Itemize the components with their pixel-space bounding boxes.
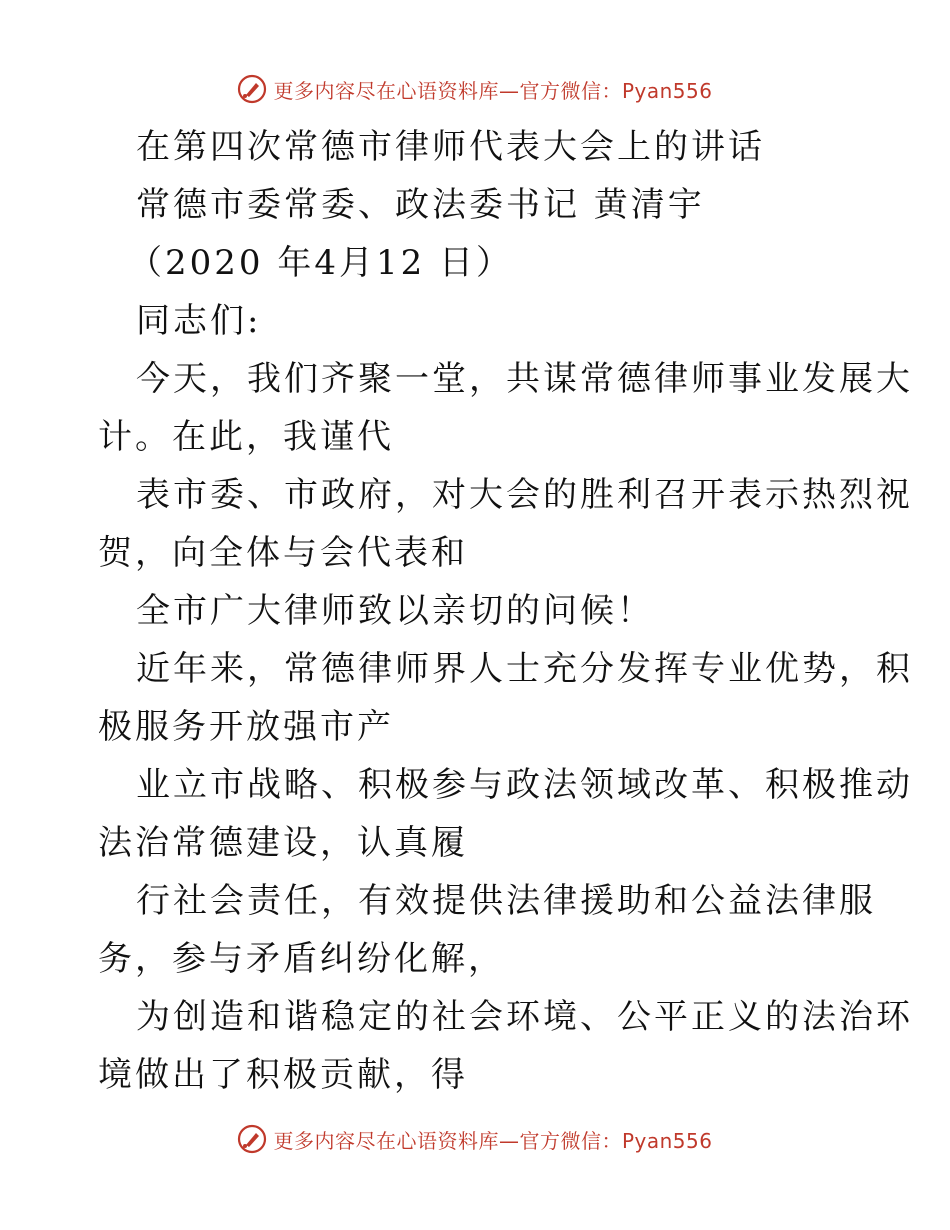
pen-nib-icon bbox=[237, 74, 267, 104]
paragraph-line: 全市广大律师致以亲切的问候！ bbox=[136, 591, 654, 631]
speaker-line: 常德市委常委、政法委书记 黄清宇 bbox=[136, 185, 705, 225]
salutation: 同志们: bbox=[136, 301, 262, 341]
paragraph-line: 法治常德建设，认真履 bbox=[98, 823, 468, 863]
watermark-text: 更多内容尽在心语资料库—官方微信：Pyan556 bbox=[273, 1128, 713, 1153]
paragraph-line: 贺，向全体与会代表和 bbox=[98, 533, 468, 573]
paragraph-line: 今天，我们齐聚一堂，共谋常德律师事业发展大 bbox=[136, 359, 913, 399]
paragraph-line: 务，参与矛盾纠纷化解， bbox=[98, 939, 505, 979]
paragraph-line: 业立市战略、积极参与政法领域改革、积极推动 bbox=[136, 765, 913, 805]
paragraph-line: 行社会责任，有效提供法律援助和公益法律服 bbox=[136, 881, 876, 921]
paragraph-line: 计。在此，我谨代 bbox=[98, 417, 394, 457]
pen-nib-icon bbox=[237, 1124, 267, 1154]
paragraph-line: 近年来，常德律师界人士充分发挥专业优势，积 bbox=[136, 649, 913, 689]
paragraph-line: 表市委、市政府，对大会的胜利召开表示热烈祝 bbox=[136, 475, 913, 515]
header-watermark bbox=[0, 74, 950, 104]
speech-title: 在第四次常德市律师代表大会上的讲话 bbox=[136, 127, 765, 167]
document-body bbox=[98, 118, 913, 1104]
speech-date: （2020 年4月12 日） bbox=[128, 243, 514, 283]
watermark-text: 更多内容尽在心语资料库—官方微信：Pyan556 bbox=[273, 78, 713, 103]
paragraph-line: 极服务开放强市产 bbox=[98, 707, 394, 747]
footer-watermark bbox=[0, 1124, 950, 1154]
paragraph-line: 为创造和谐稳定的社会环境、公平正义的法治环 bbox=[136, 997, 913, 1037]
paragraph-line: 境做出了积极贡献，得 bbox=[98, 1055, 468, 1095]
